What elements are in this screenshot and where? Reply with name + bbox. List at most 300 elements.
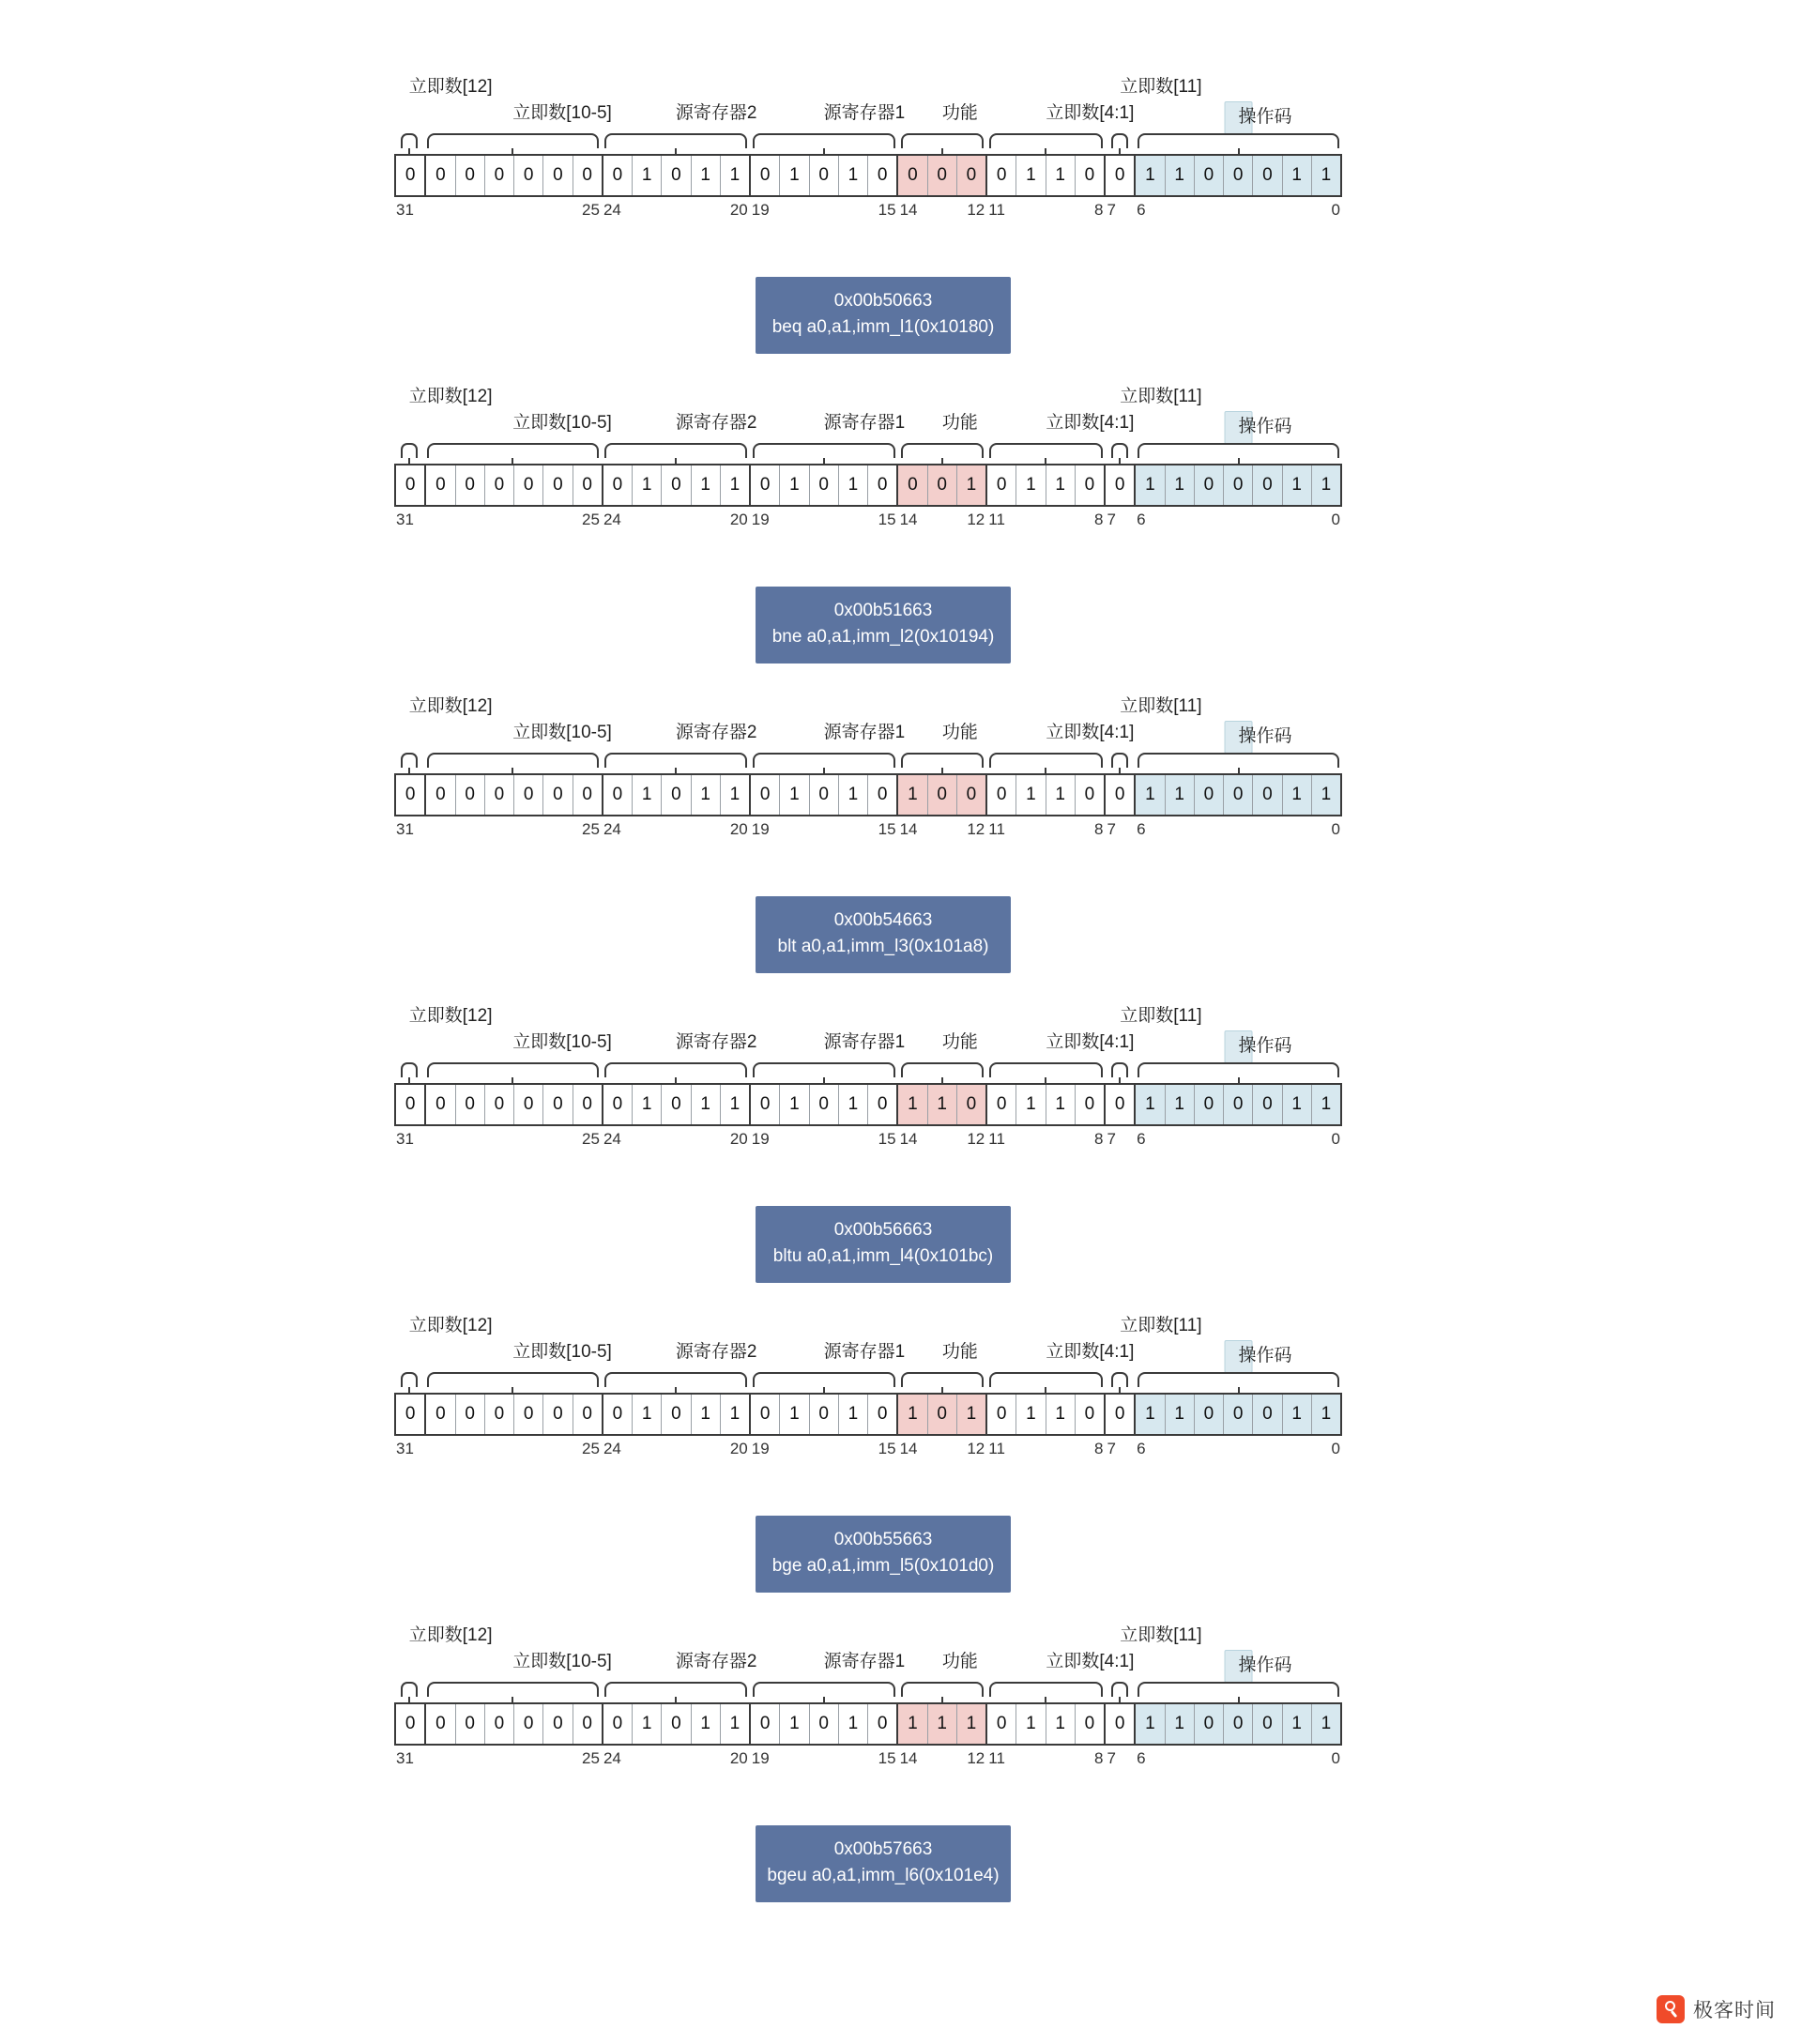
bit-cell: 0 [1253, 156, 1282, 195]
bit-index-row [394, 1746, 1342, 1774]
instruction-caption-card [756, 1516, 1011, 1593]
bit-cell: 0 [1106, 1704, 1136, 1744]
brace-funct3 [901, 753, 985, 768]
bit-cell: 1 [928, 1085, 957, 1124]
brace-imm10-5 [427, 753, 599, 768]
bit-cell: 1 [721, 775, 751, 815]
instruction-block [0, 1314, 1802, 1624]
brace-imm11 [1111, 1062, 1128, 1077]
bit-cell: 0 [928, 465, 957, 505]
encoding-diagram [394, 694, 1342, 882]
bit-strip [394, 1702, 1342, 1746]
brace-opcode [1138, 133, 1339, 148]
bit-cell: 0 [868, 156, 898, 195]
field-label-opcode: 操作码 [1225, 1650, 1253, 1683]
brace-rs2 [604, 443, 747, 458]
instruction-hex: 0x00b50663 [833, 291, 933, 311]
brace-rs1 [753, 1372, 895, 1387]
bit-index-label: 7 [1107, 1130, 1116, 1148]
brace-opcode [1138, 443, 1339, 458]
instruction-asm: bltu a0,a1,imm_l4(0x101bc) [772, 1246, 994, 1266]
bit-index-label: 6 [1137, 1440, 1146, 1457]
watermark [1657, 1995, 1776, 2023]
bit-cell: 0 [1195, 1395, 1224, 1434]
bit-index-label: 6 [1137, 511, 1146, 528]
bit-cell: 0 [514, 1704, 543, 1744]
bit-index-label: 19 [751, 1130, 770, 1148]
bit-cell: 0 [426, 775, 455, 815]
bit-cell: 1 [721, 1085, 751, 1124]
bit-cell: 1 [839, 1704, 868, 1744]
bit-index-label: 11 [988, 511, 1005, 528]
bit-cell: 0 [662, 775, 691, 815]
bit-cell: 1 [1016, 775, 1046, 815]
bit-cell: 1 [692, 775, 721, 815]
geek-time-logo-icon [1657, 1995, 1685, 2023]
brace-rs2 [604, 753, 747, 768]
bit-cell: 1 [839, 156, 868, 195]
bit-cell: 0 [1253, 465, 1282, 505]
bit-cell: 0 [987, 1704, 1016, 1744]
bit-index-row [394, 816, 1342, 845]
brace-imm10-5 [427, 1682, 599, 1697]
bit-cell: 1 [633, 1395, 662, 1434]
bit-cell: 0 [810, 775, 839, 815]
bit-cell: 1 [957, 1395, 987, 1434]
bit-strip [394, 1083, 1342, 1126]
instruction-blocks [0, 75, 1802, 1933]
brace-funct3 [901, 1682, 985, 1697]
bit-cell: 0 [426, 156, 455, 195]
bit-index-label: 0 [1331, 201, 1340, 219]
bit-index-label: 31 [396, 201, 414, 219]
bit-cell: 1 [692, 1395, 721, 1434]
brace-imm11 [1111, 133, 1128, 148]
brace-imm12 [401, 133, 418, 148]
brace-rs1 [753, 133, 895, 148]
bit-index-label: 24 [603, 201, 621, 219]
field-label-row: 立即数[12] 立即数[10-5] 源寄存器2 源寄存器1 功能 立即数[4:1] 立即数[11] 操作码 [394, 1004, 1342, 1062]
bit-cell: 1 [1166, 465, 1195, 505]
bit-index-label: 7 [1107, 820, 1116, 838]
brace-imm10-5 [427, 133, 599, 148]
bit-index-label: 14 [899, 1130, 918, 1148]
bit-index-label: 7 [1107, 1749, 1116, 1767]
brace-imm10-5 [427, 443, 599, 458]
brace-imm12 [401, 443, 418, 458]
brace-rs1 [753, 1682, 895, 1697]
brace-imm4-1 [989, 1062, 1102, 1077]
bit-cell: 1 [1312, 1395, 1340, 1434]
bit-cell: 0 [1195, 1085, 1224, 1124]
bit-index-label: 31 [396, 1440, 414, 1457]
bit-cell: 0 [543, 465, 573, 505]
bit-cell: 0 [396, 1704, 426, 1744]
bit-cell: 0 [898, 156, 927, 195]
bit-cell: 0 [573, 156, 603, 195]
bit-cell: 1 [633, 156, 662, 195]
bit-strip [394, 464, 1342, 507]
bit-cell: 0 [396, 156, 426, 195]
bit-index-label: 25 [582, 201, 600, 219]
brace-rs1 [753, 753, 895, 768]
bit-cell: 0 [1224, 156, 1253, 195]
bit-cell: 0 [987, 775, 1016, 815]
bit-index-label: 31 [396, 820, 414, 838]
bit-cell: 1 [957, 1704, 987, 1744]
bit-cell: 1 [692, 465, 721, 505]
instruction-block [0, 694, 1802, 1004]
bit-cell: 0 [987, 156, 1016, 195]
bit-cell: 0 [543, 775, 573, 815]
bit-index-label: 6 [1137, 1749, 1146, 1767]
bit-cell: 1 [1046, 156, 1076, 195]
bit-cell: 1 [898, 1395, 927, 1434]
field-label-row: 立即数[12] 立即数[10-5] 源寄存器2 源寄存器1 功能 立即数[4:1] 立即数[11] 操作码 [394, 75, 1342, 133]
bit-index-label: 15 [878, 1130, 896, 1148]
bit-cell: 1 [721, 156, 751, 195]
brace-rs2 [604, 133, 747, 148]
bit-cell: 1 [928, 1704, 957, 1744]
bit-cell: 0 [1253, 1704, 1282, 1744]
bit-index-label: 19 [751, 1440, 770, 1457]
field-label-opcode: 操作码 [1225, 1030, 1253, 1063]
bit-index-label: 25 [582, 1749, 600, 1767]
bit-cell: 0 [810, 465, 839, 505]
bit-cell: 0 [456, 1395, 485, 1434]
bit-index-label: 7 [1107, 511, 1116, 528]
bit-cell: 0 [751, 465, 780, 505]
bit-index-label: 14 [899, 820, 918, 838]
bit-index-label: 24 [603, 1130, 621, 1148]
brace-imm4-1 [989, 1682, 1102, 1697]
bit-cell: 1 [1166, 1395, 1195, 1434]
bit-cell: 1 [1136, 1395, 1165, 1434]
bit-cell: 0 [485, 775, 514, 815]
bit-cell: 0 [751, 775, 780, 815]
instruction-asm: blt a0,a1,imm_l3(0x101a8) [777, 937, 989, 956]
bit-cell: 1 [633, 1085, 662, 1124]
bit-cell: 1 [1016, 1704, 1046, 1744]
bit-index-label: 6 [1137, 820, 1146, 838]
bit-cell: 0 [1106, 465, 1136, 505]
bit-index-label: 31 [396, 1749, 414, 1767]
instruction-hex: 0x00b57663 [833, 1839, 933, 1859]
bit-cell: 0 [957, 156, 987, 195]
encoding-diagram [394, 1004, 1342, 1192]
brace-opcode [1138, 1682, 1339, 1697]
bit-cell: 1 [780, 1395, 809, 1434]
bit-cell: 0 [987, 1395, 1016, 1434]
brace-opcode [1138, 753, 1339, 768]
bit-cell: 0 [1224, 1395, 1253, 1434]
bit-cell: 1 [898, 1704, 927, 1744]
watermark-text: 极客时间 [1693, 2000, 1776, 2021]
bit-cell: 0 [928, 156, 957, 195]
bit-index-label: 20 [729, 1130, 748, 1148]
bit-cell: 0 [485, 465, 514, 505]
bit-strip [394, 773, 1342, 816]
bit-index-label: 8 [1094, 201, 1104, 219]
bit-index-row [394, 507, 1342, 535]
bit-cell: 0 [868, 1085, 898, 1124]
bit-index-label: 25 [582, 1440, 600, 1457]
bit-index-label: 24 [603, 1440, 621, 1457]
bit-cell: 0 [426, 1085, 455, 1124]
bit-index-label: 0 [1331, 1130, 1340, 1148]
bit-cell: 1 [1312, 775, 1340, 815]
bit-index-label: 31 [396, 1130, 414, 1148]
bit-cell: 0 [603, 1395, 633, 1434]
bit-index-label: 12 [967, 201, 985, 219]
bit-cell: 0 [957, 1085, 987, 1124]
bit-index-label: 8 [1094, 820, 1104, 838]
bit-cell: 0 [868, 1704, 898, 1744]
field-label-row: 立即数[12] 立即数[10-5] 源寄存器2 源寄存器1 功能 立即数[4:1] 立即数[11] 操作码 [394, 385, 1342, 443]
bit-cell: 1 [839, 775, 868, 815]
bit-index-label: 11 [988, 201, 1005, 219]
instruction-block [0, 75, 1802, 385]
field-label-row: 立即数[12] 立即数[10-5] 源寄存器2 源寄存器1 功能 立即数[4:1] 立即数[11] 操作码 [394, 694, 1342, 753]
bit-cell: 0 [810, 1085, 839, 1124]
bit-cell: 0 [603, 156, 633, 195]
bit-cell: 0 [543, 156, 573, 195]
bit-cell: 0 [573, 1085, 603, 1124]
bit-index-row [394, 1126, 1342, 1154]
instruction-block [0, 1624, 1802, 1933]
bit-cell: 1 [1312, 465, 1340, 505]
bit-index-label: 15 [878, 201, 896, 219]
instruction-block [0, 1004, 1802, 1314]
bit-index-label: 11 [988, 820, 1005, 838]
bit-cell: 1 [898, 775, 927, 815]
brace-imm11 [1111, 753, 1128, 768]
bit-index-label: 20 [729, 1749, 748, 1767]
bit-cell: 0 [1224, 1704, 1253, 1744]
bit-index-label: 25 [582, 1130, 600, 1148]
bit-index-label: 12 [967, 1440, 985, 1457]
bit-cell: 1 [1136, 465, 1165, 505]
bit-cell: 0 [810, 1704, 839, 1744]
instruction-caption-card [756, 1206, 1011, 1283]
bit-cell: 0 [543, 1085, 573, 1124]
bit-cell: 0 [662, 1704, 691, 1744]
bit-cell: 0 [751, 1704, 780, 1744]
instruction-caption-card [756, 587, 1011, 664]
bit-index-label: 11 [988, 1130, 1005, 1148]
bit-cell: 0 [485, 1395, 514, 1434]
bit-cell: 0 [1076, 465, 1106, 505]
bit-cell: 1 [1283, 1704, 1312, 1744]
bit-index-label: 25 [582, 820, 600, 838]
brace-imm11 [1111, 1682, 1128, 1697]
brace-imm12 [401, 1062, 418, 1077]
bit-cell: 1 [1046, 465, 1076, 505]
bit-cell: 1 [780, 1085, 809, 1124]
bit-index-label: 7 [1107, 1440, 1116, 1457]
brace-imm11 [1111, 443, 1128, 458]
bit-cell: 1 [839, 1085, 868, 1124]
bit-cell: 1 [839, 465, 868, 505]
bit-cell: 0 [603, 775, 633, 815]
bit-cell: 0 [662, 1085, 691, 1124]
bit-cell: 1 [1016, 1395, 1046, 1434]
bit-cell: 1 [1312, 1704, 1340, 1744]
bit-index-label: 0 [1331, 511, 1340, 528]
brace-rs2 [604, 1372, 747, 1387]
bit-index-label: 14 [899, 511, 918, 528]
bit-cell: 1 [1166, 775, 1195, 815]
bit-cell: 0 [543, 1704, 573, 1744]
bit-cell: 0 [514, 156, 543, 195]
field-brace-row [394, 443, 1342, 464]
bit-index-label: 19 [751, 820, 770, 838]
brace-imm10-5 [427, 1062, 599, 1077]
instruction-block [0, 385, 1802, 694]
bit-index-label: 24 [603, 511, 621, 528]
bit-strip [394, 154, 1342, 197]
bit-cell: 1 [633, 775, 662, 815]
bit-index-label: 20 [729, 1440, 748, 1457]
bit-cell: 1 [780, 465, 809, 505]
bit-index-label: 15 [878, 1749, 896, 1767]
bit-cell: 0 [603, 1704, 633, 1744]
instruction-hex: 0x00b55663 [833, 1530, 933, 1549]
brace-rs2 [604, 1062, 747, 1077]
bit-cell: 1 [1136, 775, 1165, 815]
instruction-asm: bgeu a0,a1,imm_l6(0x101e4) [767, 1866, 1000, 1885]
bit-cell: 0 [1253, 775, 1282, 815]
bit-cell: 0 [603, 465, 633, 505]
bit-cell: 1 [1136, 156, 1165, 195]
bit-index-row [394, 197, 1342, 225]
bit-cell: 0 [456, 1704, 485, 1744]
bit-cell: 1 [780, 156, 809, 195]
field-label-opcode: 操作码 [1225, 1340, 1253, 1373]
bit-cell: 0 [456, 156, 485, 195]
field-brace-row [394, 133, 1342, 154]
bit-index-label: 7 [1107, 201, 1116, 219]
instruction-asm: beq a0,a1,imm_l1(0x10180) [771, 317, 995, 337]
bit-cell: 1 [633, 1704, 662, 1744]
instruction-hex: 0x00b56663 [833, 1220, 933, 1240]
brace-rs1 [753, 443, 895, 458]
field-label-row: 立即数[12] 立即数[10-5] 源寄存器2 源寄存器1 功能 立即数[4:1] 立即数[11] 操作码 [394, 1314, 1342, 1372]
bit-cell: 1 [1283, 1085, 1312, 1124]
bit-cell: 0 [1224, 465, 1253, 505]
bit-index-label: 0 [1331, 1749, 1340, 1767]
bit-cell: 0 [573, 775, 603, 815]
bit-index-label: 0 [1331, 820, 1340, 838]
bit-cell: 0 [1224, 1085, 1253, 1124]
bit-index-label: 14 [899, 201, 918, 219]
bit-cell: 0 [928, 1395, 957, 1434]
bit-index-label: 14 [899, 1749, 918, 1767]
bit-cell: 0 [543, 1395, 573, 1434]
brace-funct3 [901, 1062, 985, 1077]
instruction-caption-card [756, 277, 1011, 354]
bit-cell: 1 [721, 1704, 751, 1744]
encoding-diagram [394, 385, 1342, 572]
bit-cell: 1 [839, 1395, 868, 1434]
bit-cell: 1 [1166, 1704, 1195, 1744]
brace-funct3 [901, 1372, 985, 1387]
bit-index-label: 8 [1094, 1749, 1104, 1767]
bit-cell: 1 [1046, 1085, 1076, 1124]
bit-cell: 0 [1106, 1395, 1136, 1434]
bit-cell: 1 [1283, 1395, 1312, 1434]
bit-index-label: 24 [603, 1749, 621, 1767]
instruction-caption-card [756, 896, 1011, 973]
encoding-diagram [394, 1624, 1342, 1811]
bit-index-label: 6 [1137, 201, 1146, 219]
bit-index-label: 19 [751, 511, 770, 528]
bit-cell: 0 [987, 465, 1016, 505]
brace-imm12 [401, 753, 418, 768]
instruction-asm: bge a0,a1,imm_l5(0x101d0) [771, 1556, 995, 1576]
bit-index-label: 12 [967, 1130, 985, 1148]
brace-funct3 [901, 133, 985, 148]
bit-cell: 0 [514, 775, 543, 815]
bit-cell: 0 [396, 465, 426, 505]
bit-cell: 0 [426, 465, 455, 505]
bit-cell: 1 [721, 465, 751, 505]
bit-index-label: 19 [751, 201, 770, 219]
bit-cell: 1 [1166, 156, 1195, 195]
bit-cell: 0 [1076, 1395, 1106, 1434]
bit-cell: 1 [957, 465, 987, 505]
bit-cell: 0 [514, 1085, 543, 1124]
encoding-diagram [394, 1314, 1342, 1502]
bit-cell: 0 [426, 1704, 455, 1744]
instruction-caption-card [756, 1825, 1011, 1902]
brace-imm12 [401, 1682, 418, 1697]
bit-cell: 1 [692, 156, 721, 195]
bit-cell: 0 [396, 1085, 426, 1124]
bit-index-label: 8 [1094, 1130, 1104, 1148]
bit-cell: 1 [1283, 156, 1312, 195]
field-brace-row [394, 753, 1342, 773]
field-label-opcode: 操作码 [1225, 411, 1253, 444]
brace-imm10-5 [427, 1372, 599, 1387]
bit-cell: 0 [868, 775, 898, 815]
field-brace-row [394, 1372, 1342, 1393]
bit-cell: 1 [780, 1704, 809, 1744]
bit-cell: 0 [573, 1704, 603, 1744]
bit-index-label: 11 [988, 1749, 1005, 1767]
bit-index-label: 8 [1094, 1440, 1104, 1457]
brace-funct3 [901, 443, 985, 458]
brace-rs1 [753, 1062, 895, 1077]
field-label-opcode: 操作码 [1225, 721, 1253, 754]
bit-index-label: 15 [878, 1440, 896, 1457]
bit-cell: 0 [751, 1085, 780, 1124]
encoding-diagram [394, 75, 1342, 263]
bit-cell: 0 [1195, 775, 1224, 815]
bit-cell: 0 [1076, 775, 1106, 815]
bit-cell: 0 [485, 156, 514, 195]
bit-index-label: 20 [729, 201, 748, 219]
bit-cell: 0 [573, 465, 603, 505]
bit-index-label: 12 [967, 1749, 985, 1767]
bit-cell: 1 [1312, 1085, 1340, 1124]
field-label-row: 立即数[12] 立即数[10-5] 源寄存器2 源寄存器1 功能 立即数[4:1] 立即数[11] 操作码 [394, 1624, 1342, 1682]
bit-cell: 0 [810, 156, 839, 195]
bit-index-label: 20 [729, 511, 748, 528]
bit-cell: 1 [1166, 1085, 1195, 1124]
field-brace-row [394, 1062, 1342, 1083]
brace-rs2 [604, 1682, 747, 1697]
